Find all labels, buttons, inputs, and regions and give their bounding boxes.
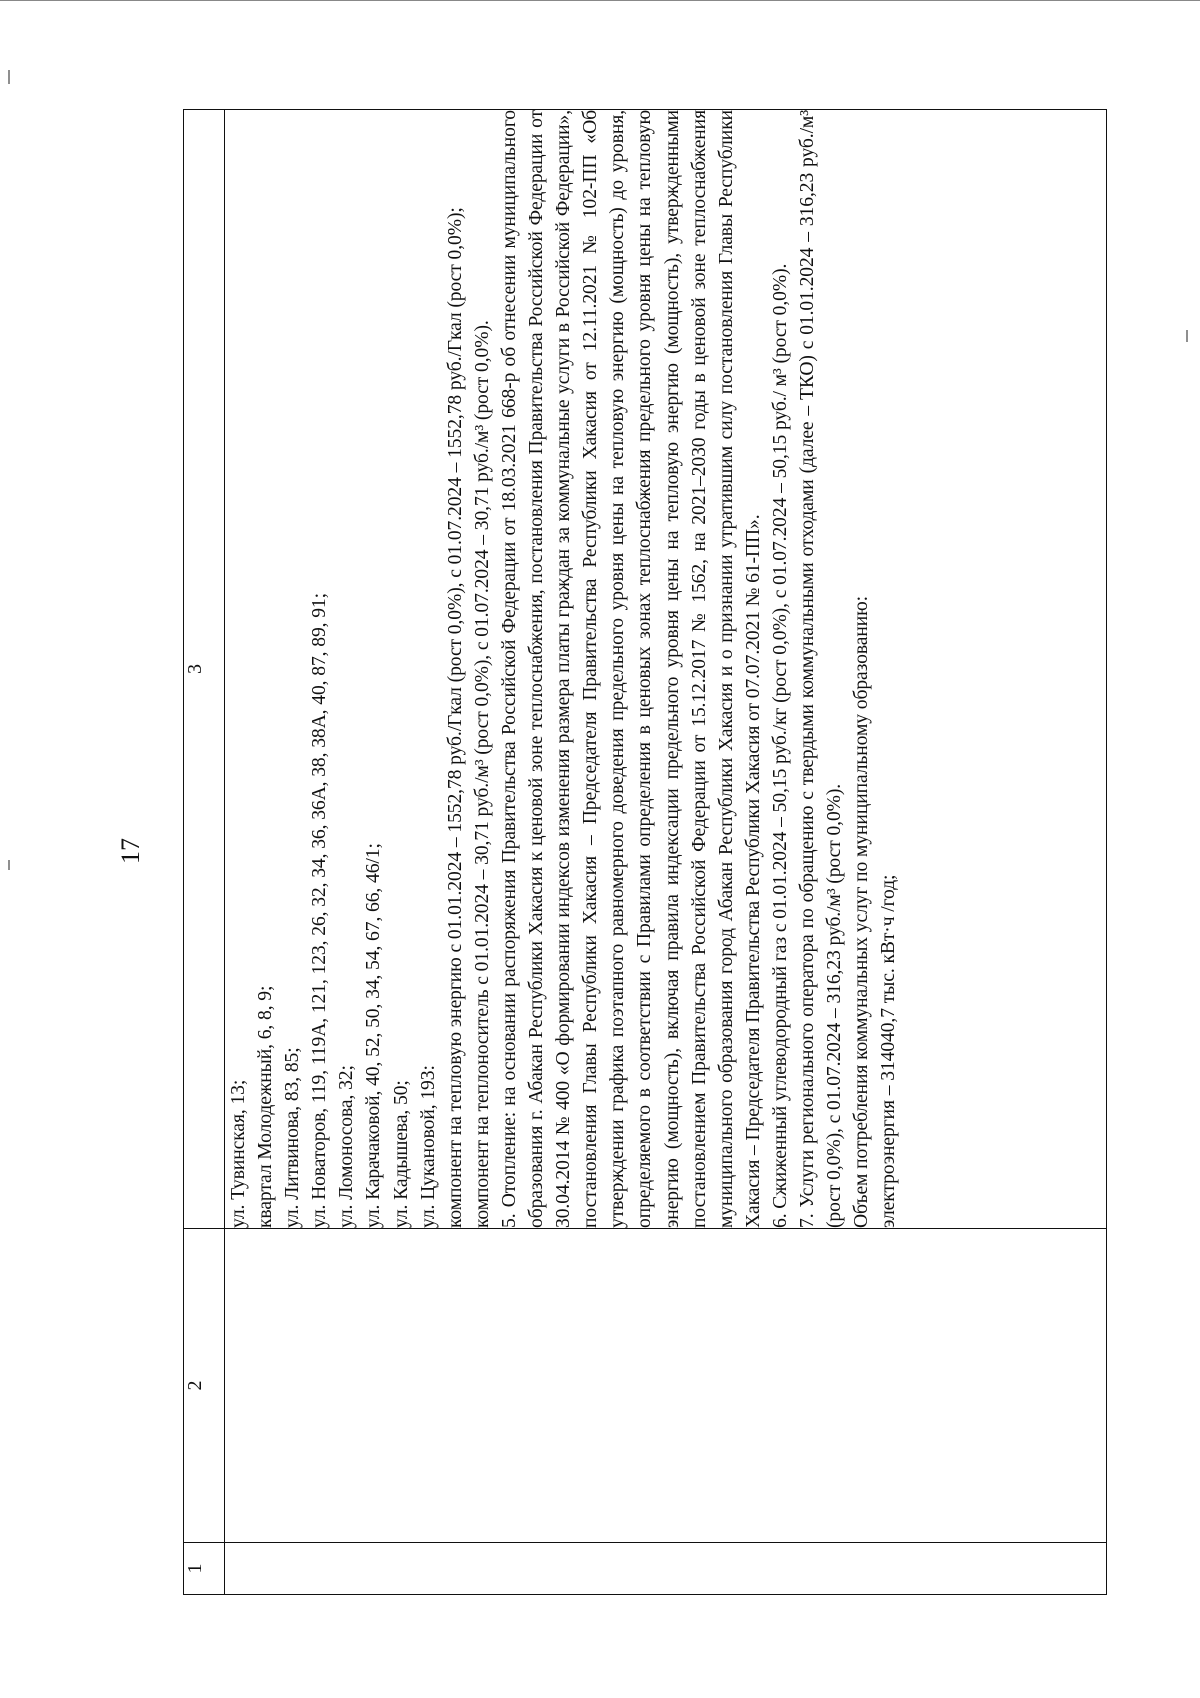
scan-edge — [0, 0, 1200, 1]
column-header-3: 3 — [184, 110, 225, 1229]
address-line: ул. Новаторов, 119, 119А, 121, 123, 26, 32, 34, 36, 36А, 38, 38А, 40, 87, 89, 91; — [309, 593, 331, 1228]
address-line: ул. Цукановой, 193: — [417, 1065, 439, 1228]
consumption-heading: Объем потребления коммунальных услуг по муниципальному образованию: — [851, 596, 873, 1228]
address-line: квартал Молодежный, 6, 8, 9; — [255, 985, 277, 1228]
heat-energy-tariff: компонент на тепловую энергию с 01.01.2024 – 1552,78 руб./Гкал (рост 0,0%), с 01.07.2024 – 1552,78 руб./Гкал (рост 0,0%); — [444, 207, 466, 1228]
heat-carrier-tariff: компонент на теплоноситель с 01.01.2024 – 30,71 руб./м³ (рост 0,0%), с 01.07.2024 – 30,71 руб./м³ (рост 0,0%). — [471, 320, 493, 1228]
page-number: 17 — [116, 838, 145, 864]
scan-speck — [8, 860, 10, 870]
address-line: ул. Тувинская, 13; — [228, 1079, 249, 1228]
table-row — [225, 110, 1107, 1595]
address-line: ул. Карачаковой, 40, 52, 50, 34, 54, 67, 66, 46/1; — [363, 843, 385, 1228]
content-table — [183, 109, 1107, 1595]
scan-speck — [8, 70, 10, 84]
column-header-2: 2 — [184, 1229, 225, 1543]
cell-col-3 — [225, 110, 1107, 1229]
cell-col-2 — [225, 1229, 1107, 1543]
electricity-consumption: электроэнергия – 314040,7 тыс. кВт·ч /год; — [878, 874, 900, 1228]
cell-col-1 — [225, 1543, 1107, 1595]
heating-paragraph: 5. Отопление: на основании распоряжения Правительства Российской Федерации от 18.03.2021 668-р об отнесении муниципального образования г. Абакан Республики Хакасия к ценовой зоне теплоснабжения, постановления Правительства Российской Федерации от 30.04.2014 № 400 «О формировании индексов изменения размера платы граждан за коммунальные услуги в Российской Федерации», постановления Главы Республики Хакасия – Председателя Правительства Республики Хакасия от 12.11.2021 № 102-ПП «Об утверждении графика поэтапного равномерного доведения предельного уровня цены на тепловую энергию (мощность) до уровня, определяемого в соответствии с Правилами определения в ценовых зонах теплоснабжения предельного уровня цены на тепловую энергию (мощность), включая правила индексации предельного уровня цены на тепловую энергию (мощность), утвержденными постановлением Правительства Российской Федерации от 15.12.2017 № 1562, на 2021–2030 годы в ценовой зоне теплоснабжения муниципального образования город Абакан Республики Хакасия и о признании утратившим силу постановления Главы Республики Хакасия – Председателя Правительства Республики Хакасия от 07.07.2021 № 61-ПП». — [498, 110, 764, 1228]
address-line: ул. Литвинова, 83, 85; — [282, 1047, 304, 1228]
gas-paragraph: 6. Сжиженный углеводородный газ с 01.01.2024 – 50,15 руб./кг (рост 0,0%), с 01.07.2024 – 50,15 руб./ м³ (рост 0,0%). — [769, 263, 791, 1228]
table-header-row — [184, 110, 225, 1595]
scan-speck — [1186, 330, 1188, 342]
waste-paragraph: 7. Услуги регионального оператора по обращению с твердыми коммунальными отходами (далее – ТКО) с 01.01.2024 – 316,23 руб./м³ (рост 0,0%), с 01.07.2024 – 316,23 руб./м³ (рост 0,0%). — [796, 110, 846, 1228]
rotated-table-wrapper — [183, 110, 1107, 1595]
column-header-1: 1 — [184, 1543, 225, 1595]
address-line: ул. Кадышева, 50; — [390, 1080, 412, 1228]
address-line: ул. Ломоносова, 32; — [336, 1065, 358, 1228]
